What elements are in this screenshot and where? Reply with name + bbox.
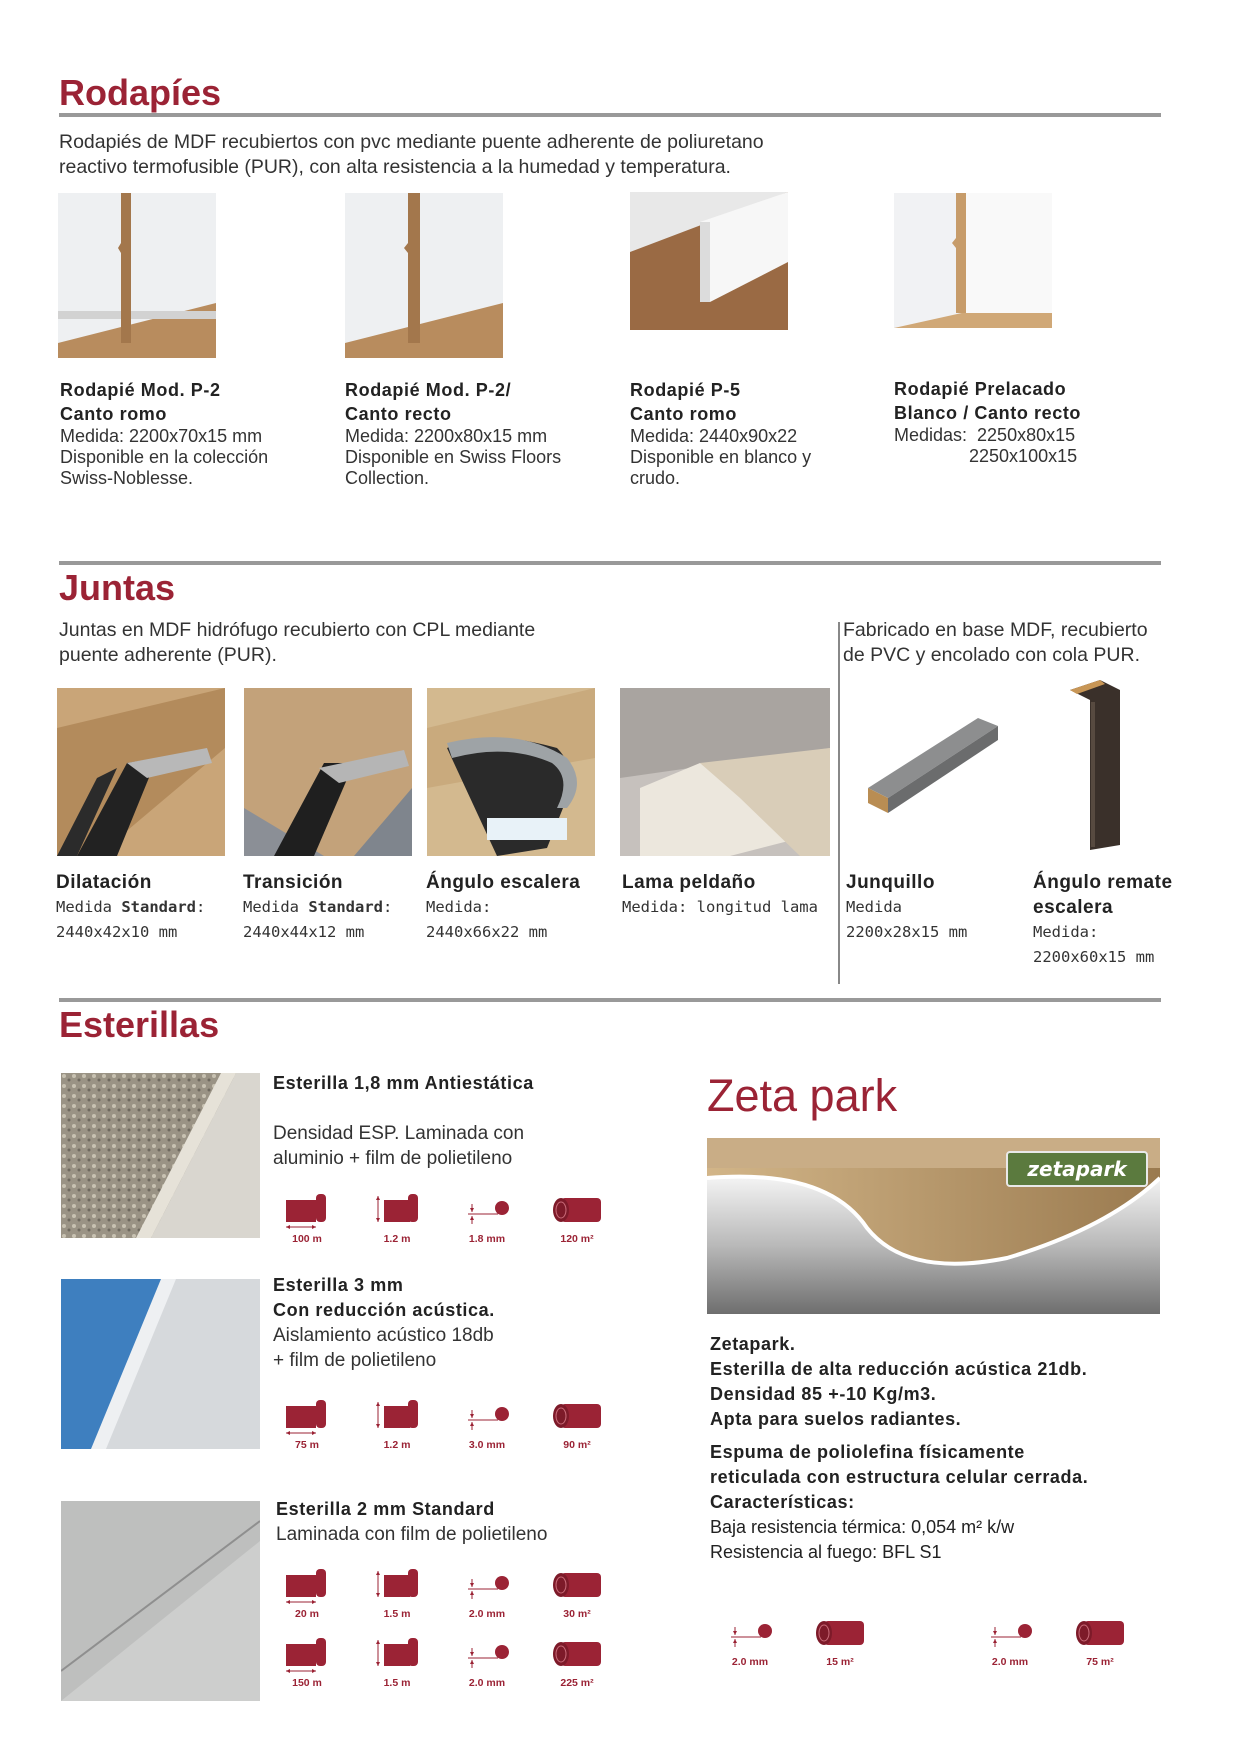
rodapies-intro: Rodapiés de MDF recubiertos con pvc mediante puente adherente de poliuretano reactivo termofusible (PUR), con alta resistencia a la humedad y temperatura. — [59, 131, 764, 178]
spec-item — [965, 1615, 1055, 1668]
spec-label: 1.2 m — [383, 1439, 411, 1451]
rodapie-p5-card: Rodapié P-5 Canto romo Medida: 2440x90x22 Disponible en blanco y crudo. — [630, 380, 812, 488]
area-icon — [547, 1636, 607, 1674]
juntas-intro: Juntas en MDF hidrófugo recubierto con CPL mediante puente adherente (PUR). — [59, 619, 536, 666]
spec-label: 100 m — [292, 1233, 322, 1245]
roll-width-icon — [370, 1636, 424, 1674]
spec-item — [442, 1567, 532, 1620]
spec-item — [442, 1192, 532, 1245]
zetapark-specs — [705, 1615, 1145, 1668]
esterilla-2mm-specs — [262, 1567, 622, 1620]
esterilla-3mm-text: Esterilla 3 mm Con reducción acústica. Aislamiento acústico 18db + film de polietileno — [273, 1275, 495, 1371]
spec-item — [532, 1398, 622, 1451]
spec-label: 30 m² — [563, 1608, 591, 1620]
roll-length-icon — [280, 1192, 334, 1230]
rodapie-p2-recto-card: Rodapié Mod. P-2/ Canto recto Medida: 2200x80x15 mm Disponible en Swiss Floors Collection. — [345, 380, 562, 488]
spec-label: 1.5 m — [383, 1677, 411, 1689]
spec-label: 1.5 m — [383, 1608, 411, 1620]
esterilla-3mm-photo — [61, 1279, 260, 1449]
spec-item — [795, 1615, 885, 1668]
spec-label: 3.0 mm — [468, 1439, 506, 1451]
transicion-card: Transición Medida Standard: 2440x44x12 mm — [243, 872, 393, 941]
roll-width-icon — [370, 1567, 424, 1605]
spec-item — [532, 1567, 622, 1620]
section-rule — [59, 561, 1161, 565]
rodapie-p2-card: Rodapié Mod. P-2 Canto romo Medida: 2200x70x15 mm Disponible en la colección Swiss-Noblesse. — [60, 380, 269, 488]
zetapark-photo — [707, 1138, 1160, 1314]
spec-item — [262, 1192, 352, 1245]
rodapie-p5-photo — [630, 192, 788, 330]
angulo-escalera-card: Ángulo escalera Medida: 2440x66x22 mm — [426, 872, 581, 941]
junquillo-card: Junquillo Medida 2200x28x15 mm — [846, 872, 968, 941]
zetapark-logo-icon: zetapark — [1027, 1157, 1127, 1181]
area-icon — [547, 1192, 607, 1230]
rodapie-prelacado-photo — [894, 193, 1052, 328]
roll-width-icon — [370, 1192, 424, 1230]
spec-label: 75 m — [295, 1439, 319, 1451]
juntas-intro-right: Fabricado en base MDF, recubierto de PVC y encolado con cola PUR. — [843, 619, 1148, 666]
spec-item — [352, 1636, 442, 1689]
spec-label: 120 m² — [560, 1233, 594, 1245]
angulo-escalera-photo — [427, 688, 595, 856]
roll-length-icon — [280, 1567, 334, 1605]
area-icon — [547, 1398, 607, 1436]
esterilla-antiestatica-specs — [262, 1192, 622, 1245]
lama-peldano-card: Lama peldaño Medida: longitud lama — [622, 872, 818, 916]
section-title-rodapies: Rodapíes — [59, 72, 222, 113]
roll-length-icon — [280, 1398, 334, 1436]
spec-item — [442, 1636, 532, 1689]
spec-item — [705, 1615, 795, 1668]
spec-label: 20 m — [295, 1608, 319, 1620]
esterilla-antiestatica-text: Esterilla 1,8 mm Antiestática Densidad ESP. Laminada con aluminio + film de polietileno — [273, 1073, 534, 1169]
roll-length-icon — [280, 1636, 334, 1674]
thickness-icon — [460, 1398, 514, 1436]
angulo-remate-photo — [1065, 680, 1125, 850]
roll-width-icon — [370, 1398, 424, 1436]
thickness-icon — [723, 1615, 777, 1653]
zetapark-description: Zetapark. Esterilla de alta reducción acústica 21db. Densidad 85 +-10 Kg/m3. Apta para suelos radiantes. Espuma de poliolefina físicamente reticulada con estructura celular cerrada. Características: Baja resistencia térmica: 0,054 m² k/w Resistencia al fuego: BFL S1 — [710, 1334, 1089, 1562]
area-icon — [1070, 1615, 1130, 1653]
spec-item — [532, 1636, 622, 1689]
junquillo-photo — [858, 718, 998, 818]
esterilla-2mm-text: Esterilla 2 mm Standard Laminada con film de polietileno — [276, 1499, 548, 1545]
zetapark-title: Zeta park — [707, 1070, 898, 1121]
spec-label: 2.0 mm — [468, 1677, 506, 1689]
juntas-divider — [838, 622, 840, 984]
spec-label: 225 m² — [560, 1677, 594, 1689]
esterilla-2mm-photo — [61, 1501, 260, 1701]
thickness-icon — [460, 1567, 514, 1605]
spec-item — [262, 1398, 352, 1451]
rodapie-prelacado-card: Rodapié Prelacado Blanco / Canto recto Medidas: 2250x80x15 2250x100x15 — [894, 379, 1082, 466]
esterilla-3mm-specs — [262, 1398, 622, 1451]
dilatacion-photo — [57, 688, 225, 856]
spec-label: 150 m — [292, 1677, 322, 1689]
spec-item — [352, 1398, 442, 1451]
lama-peldano-photo — [620, 688, 830, 856]
spec-label: 90 m² — [563, 1439, 591, 1451]
transicion-photo — [244, 688, 412, 856]
spec-label: 1.2 m — [383, 1233, 411, 1245]
spec-label: 75 m² — [1086, 1656, 1114, 1668]
rodapie-p2-recto-photo — [345, 193, 503, 358]
section-title-esterillas: Esterillas — [59, 1004, 220, 1045]
area-icon — [810, 1615, 870, 1653]
area-icon — [547, 1567, 607, 1605]
rodapie-p2-photo — [58, 193, 216, 358]
section-rule — [59, 113, 1161, 117]
spec-label: 2.0 mm — [468, 1608, 506, 1620]
spec-item — [352, 1192, 442, 1245]
spec-item — [262, 1636, 352, 1689]
esterilla-antiestatica-photo — [61, 1073, 260, 1238]
spec-label: 2.0 mm — [731, 1656, 769, 1668]
spec-label: 2.0 mm — [991, 1656, 1029, 1668]
thickness-icon — [983, 1615, 1037, 1653]
spec-item — [262, 1567, 352, 1620]
spec-item — [442, 1398, 532, 1451]
thickness-icon — [460, 1636, 514, 1674]
spec-label: 1.8 mm — [468, 1233, 506, 1245]
section-rule — [59, 998, 1161, 1002]
dilatacion-card: Dilatación Medida Standard: 2440x42x10 mm — [56, 872, 206, 941]
spec-item — [1055, 1615, 1145, 1668]
thickness-icon — [460, 1192, 514, 1230]
esterilla-2mm-specs-large — [262, 1636, 622, 1689]
spec-label: 15 m² — [826, 1656, 854, 1668]
section-title-juntas: Juntas — [59, 567, 176, 608]
angulo-remate-card: Ángulo remate escalera Medida: 2200x60x15 mm — [1033, 872, 1173, 966]
spec-item — [532, 1192, 622, 1245]
spec-item — [352, 1567, 442, 1620]
